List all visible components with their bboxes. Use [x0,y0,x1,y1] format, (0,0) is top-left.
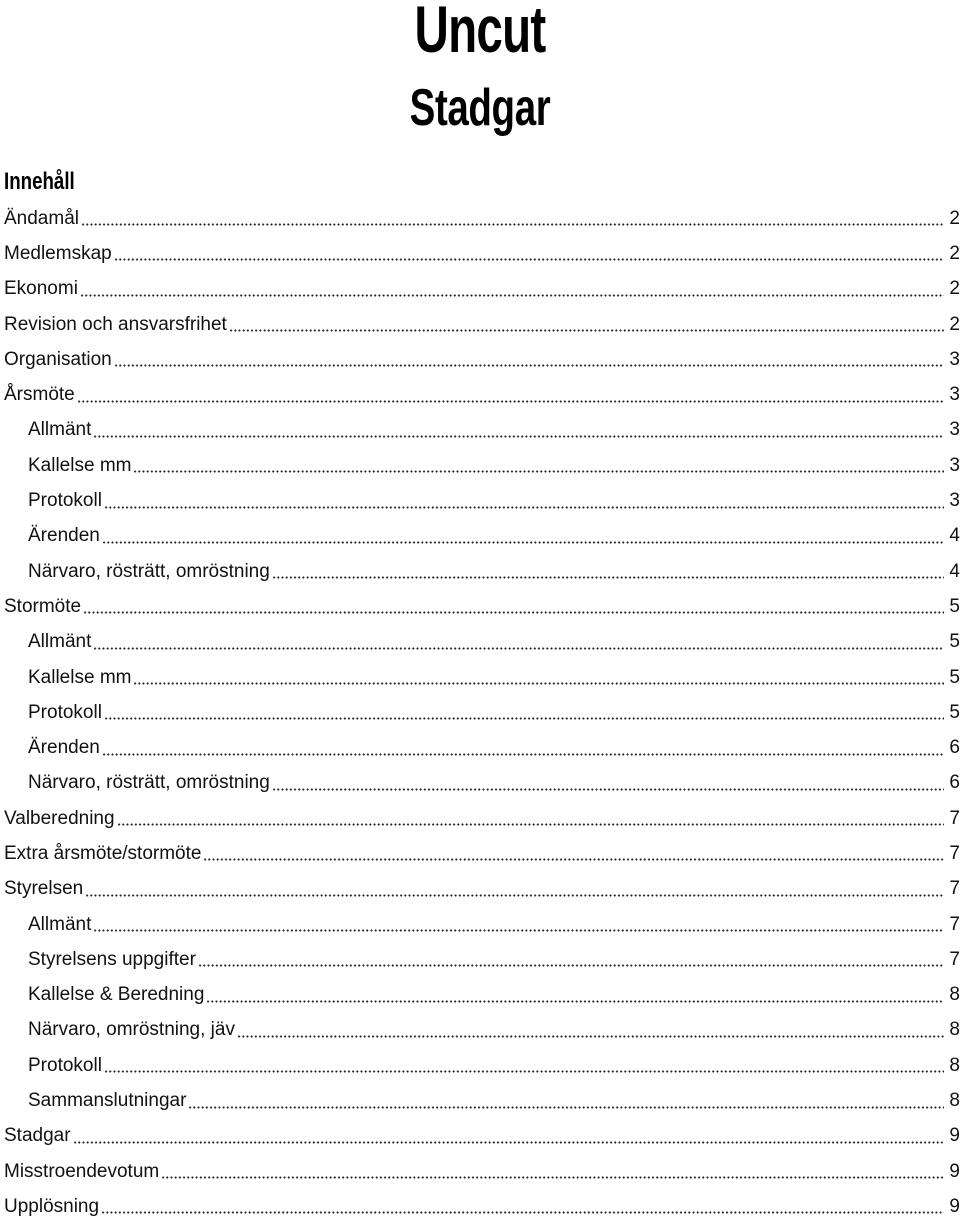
toc-entry-label: Allmänt [28,913,92,935]
toc-entry-label: Ekonomi [4,278,78,300]
toc-entry-page-number: 7 [949,807,960,829]
toc-entry-label: Protokoll [28,701,102,723]
toc-entry[interactable] [4,1119,960,1154]
toc-entry-page-number: 3 [949,348,960,370]
toc-dot-leader [206,1000,944,1003]
toc-dot-leader [102,753,944,756]
toc-entry-label: Ärenden [28,525,100,547]
toc-entry[interactable] [4,695,960,730]
toc-entry-label: Styrelsens uppgifter [28,948,196,970]
toc-dot-leader [198,964,944,967]
toc-entry[interactable] [4,307,960,342]
toc-entry-page-number: 5 [949,666,960,688]
toc-entry[interactable] [4,1154,960,1189]
toc-entry-label: Protokoll [28,490,102,512]
toc-entry-label: Ärenden [28,737,100,759]
toc-entry-page-number: 9 [949,1125,960,1147]
toc-dot-leader [85,894,944,897]
toc-entry-page-number: 5 [949,701,960,723]
toc-entry-page-number: 3 [949,419,960,441]
toc-entry-page-number: 8 [949,984,960,1006]
toc-dot-leader [188,1106,944,1109]
toc-entry-label: Sammanslutningar [28,1090,187,1112]
toc-entry-page-number: 8 [949,1090,960,1112]
toc-entry-page-number: 7 [949,913,960,935]
toc-entry-label: Styrelsen [4,878,84,900]
toc-dot-leader [81,223,944,226]
toc-entry-label: Ändamål [4,207,79,229]
toc-entry[interactable] [4,801,960,836]
toc-entry[interactable] [4,201,960,236]
toc-entry[interactable] [4,342,960,377]
toc-entry-label: Kallelse mm [28,454,132,476]
toc-entry-label: Misstroendevotum [4,1160,160,1182]
toc-entry[interactable] [4,448,960,483]
toc-entry[interactable] [4,377,960,412]
toc-dot-leader [77,400,944,403]
toc-entry[interactable] [4,1048,960,1083]
toc-entry-page-number: 5 [949,595,960,617]
toc-entry[interactable] [4,554,960,589]
toc-dot-leader [114,364,944,367]
toc-entry-label: Upplösning [4,1195,100,1217]
toc-entry[interactable] [4,1083,960,1118]
toc-dot-leader [83,611,944,614]
toc-entry[interactable] [4,483,960,518]
toc-entry-label: Närvaro, omröstning, jäv [28,1019,235,1041]
toc-dot-leader [133,682,944,685]
toc-entry-label: Kallelse & Beredning [28,984,205,1006]
toc-entry-label: Stadgar [4,1125,71,1147]
toc-entry-page-number: 2 [949,207,960,229]
toc-entry[interactable] [4,413,960,448]
toc-entry[interactable] [4,942,960,977]
toc-entry-page-number: 7 [949,948,960,970]
toc-entry-label: Revision och ansvarsfrihet [4,313,227,335]
toc-entry-page-number: 2 [949,313,960,335]
toc-entry-page-number: 2 [949,278,960,300]
toc-entry[interactable] [4,272,960,307]
toc-dot-leader [93,647,944,650]
toc-dot-leader [101,1211,944,1214]
toc-entry-label: Närvaro, rösträtt, omröstning [28,772,270,794]
toc-entry[interactable] [4,1189,960,1224]
document-subtitle: Stadgar [409,79,551,137]
toc-dot-leader [161,1176,944,1179]
toc-entry-page-number: 7 [949,842,960,864]
toc-entry-page-number: 2 [949,242,960,264]
toc-entry-page-number: 9 [949,1160,960,1182]
toc-dot-leader [104,506,944,509]
toc-entry-label: Allmänt [28,419,92,441]
toc-entry-page-number: 3 [949,384,960,406]
toc-entry-page-number: 5 [949,631,960,653]
toc-entry-label: Organisation [4,348,112,370]
document-title: Uncut [414,0,546,66]
toc-entry-label: Medlemskap [4,242,112,264]
toc-entry[interactable] [4,907,960,942]
toc-entry-page-number: 3 [949,454,960,476]
toc-entry[interactable] [4,872,960,907]
toc-dot-leader [80,294,944,297]
toc-entry-page-number: 4 [949,525,960,547]
toc-entry[interactable] [4,730,960,765]
toc-entry-label: Årsmöte [4,384,75,406]
toc-entry[interactable] [4,236,960,271]
toc-entry[interactable] [4,1013,960,1048]
toc-entry-page-number: 3 [949,490,960,512]
toc-entry[interactable] [4,625,960,660]
toc-entry-label: Kallelse mm [28,666,132,688]
toc-entry-page-number: 4 [949,560,960,582]
toc-entry-page-number: 8 [949,1054,960,1076]
toc-entry[interactable] [4,836,960,871]
toc-dot-leader [117,823,944,826]
toc-entry-page-number: 9 [949,1195,960,1217]
toc-dot-leader [102,541,944,544]
toc-dot-leader [93,435,944,438]
toc-dot-leader [272,788,944,791]
toc-dot-leader [93,929,944,932]
toc-entry-label: Närvaro, rösträtt, omröstning [28,560,270,582]
toc-entry[interactable] [4,589,960,624]
toc-entry[interactable] [4,978,960,1013]
toc-entry-page-number: 7 [949,878,960,900]
toc-dot-leader [114,258,944,261]
toc-entry-label: Allmänt [28,631,92,653]
toc-entry-page-number: 6 [949,772,960,794]
toc-heading: Innehåll [4,168,75,195]
toc-entry-page-number: 8 [949,1019,960,1041]
toc-dot-leader [229,329,944,332]
toc-dot-leader [104,717,944,720]
toc-entry-label: Extra årsmöte/stormöte [4,842,202,864]
toc-dot-leader [104,1070,944,1073]
toc-dot-leader [133,470,944,473]
toc-dot-leader [203,858,944,861]
toc-dot-leader [237,1035,944,1038]
toc-entry-label: Protokoll [28,1054,102,1076]
toc-dot-leader [73,1141,944,1144]
toc-entry-label: Stormöte [4,595,82,617]
toc-entry[interactable] [4,766,960,801]
toc-entry[interactable] [4,660,960,695]
toc-dot-leader [272,576,944,579]
toc-entry-label: Valberedning [4,807,115,829]
toc-entry[interactable] [4,519,960,554]
toc-entry-page-number: 6 [949,737,960,759]
table-of-contents [4,201,960,1225]
